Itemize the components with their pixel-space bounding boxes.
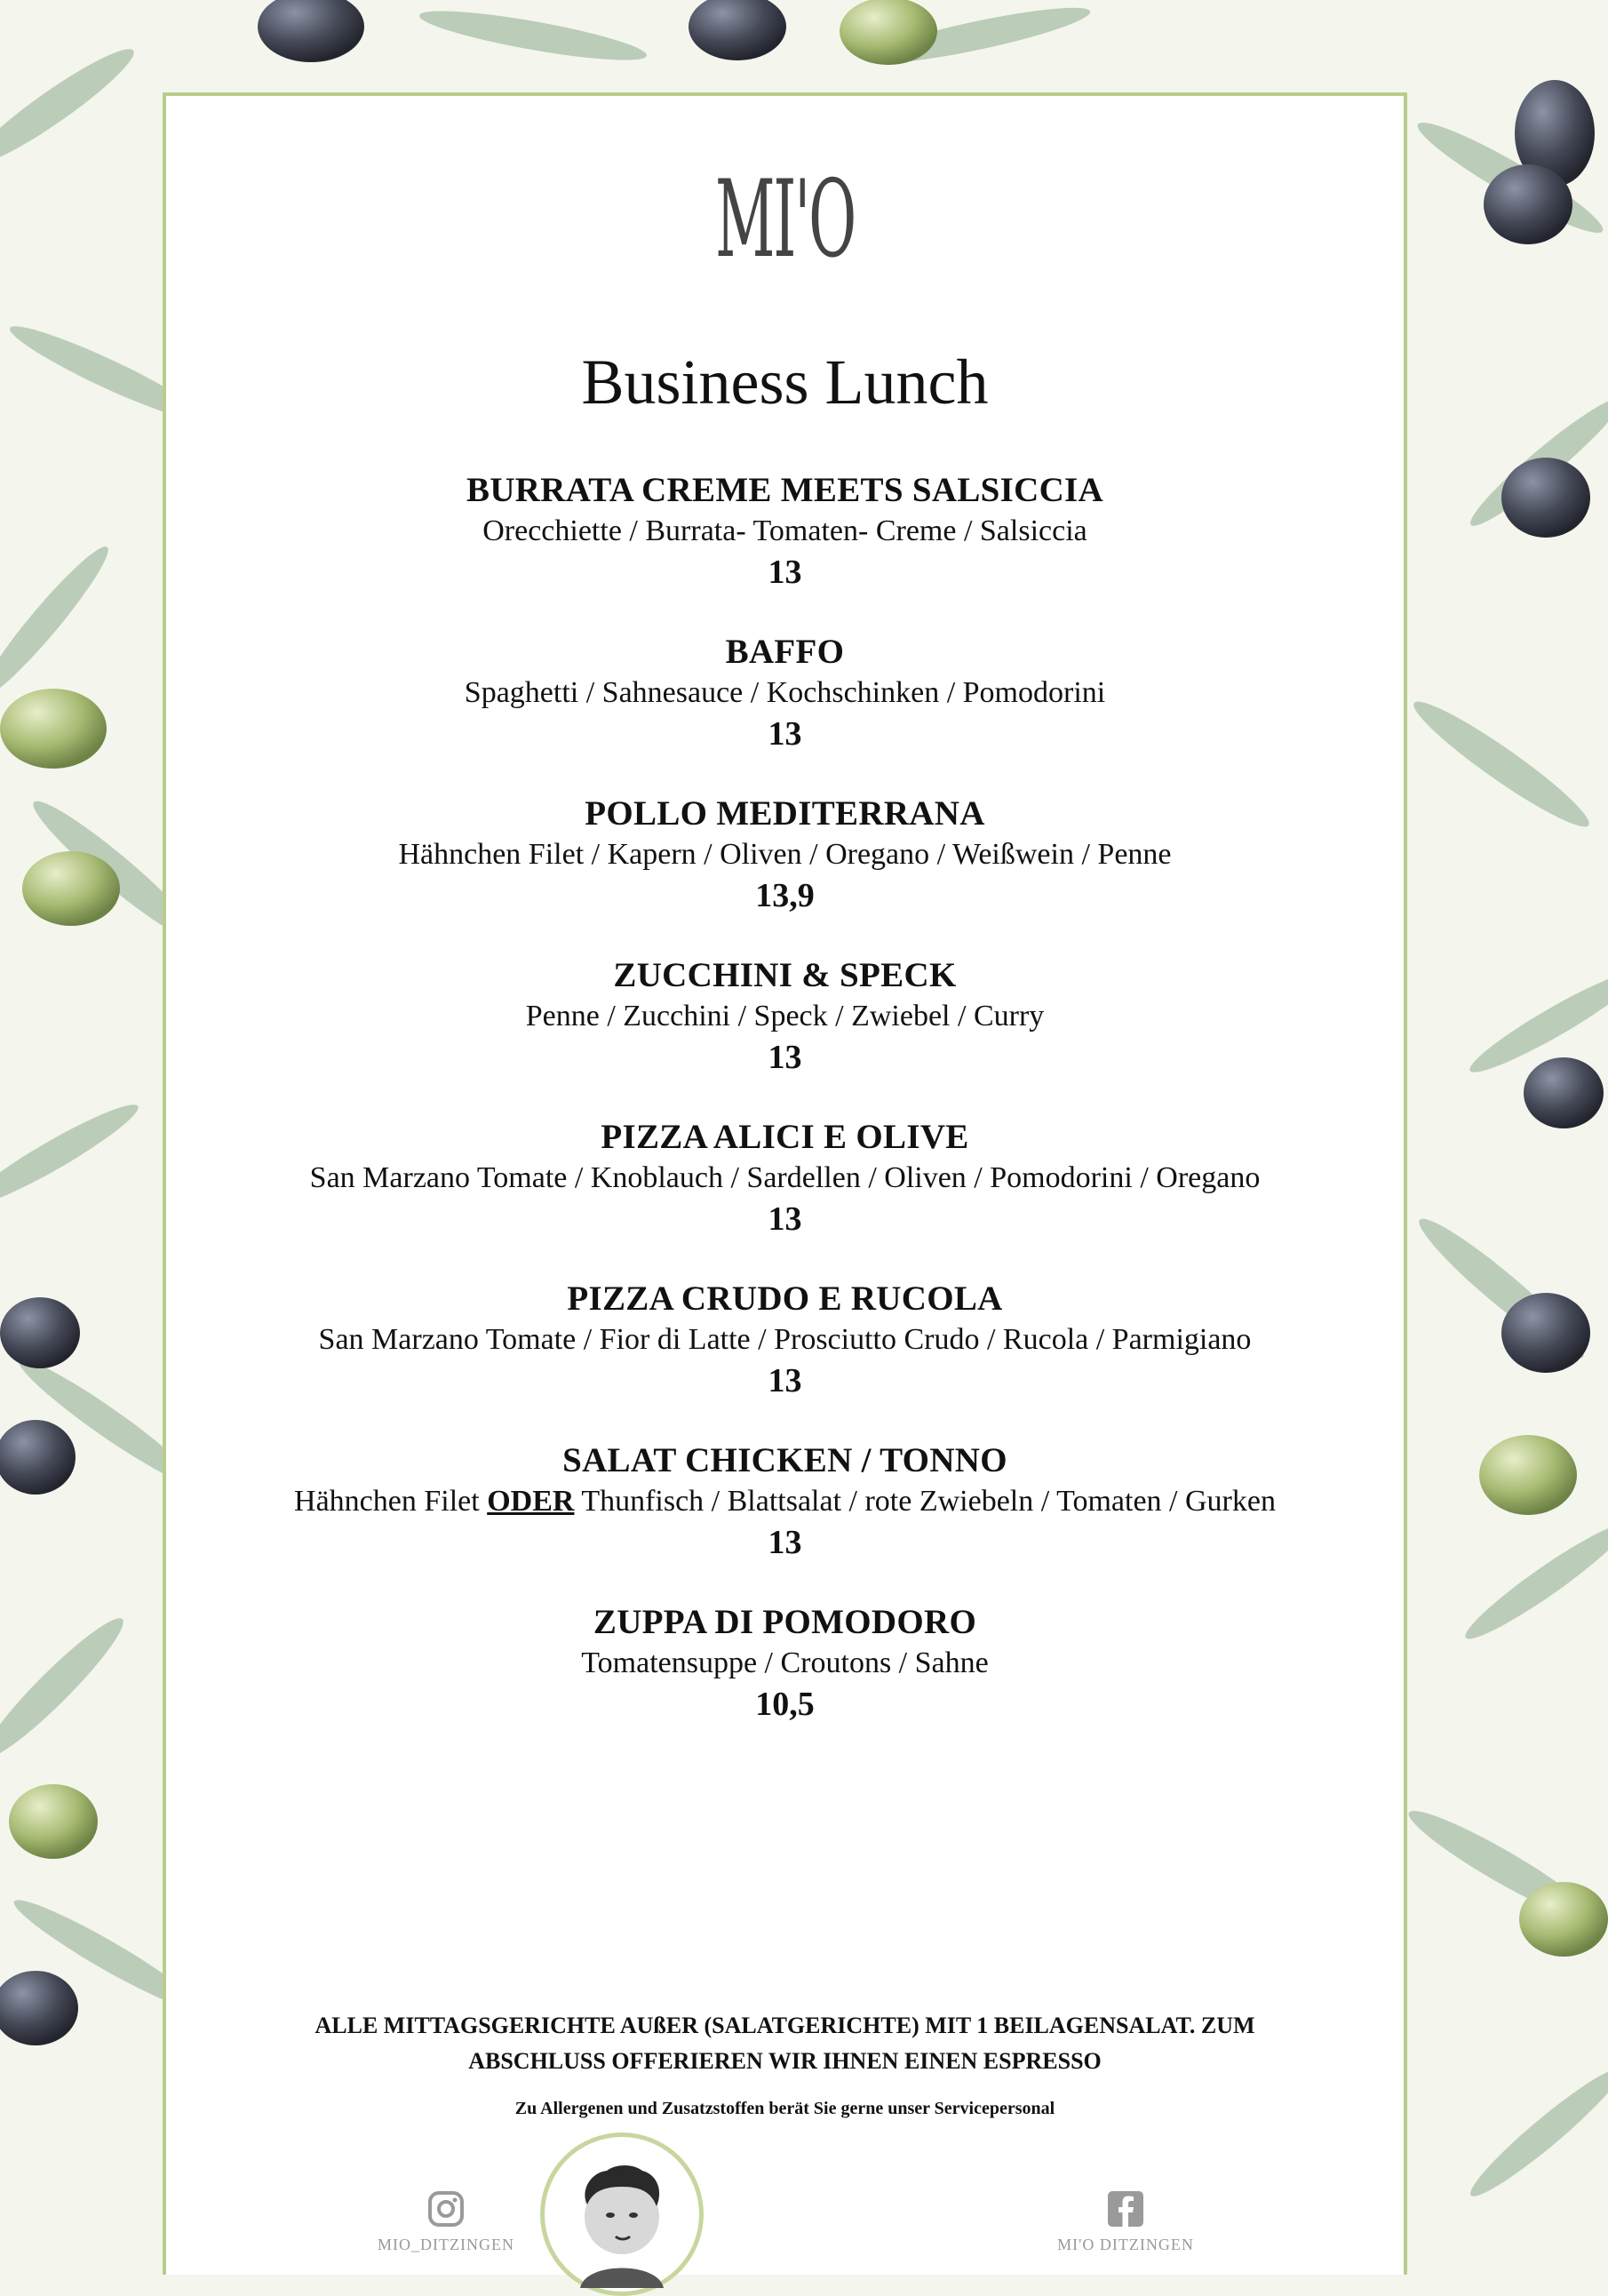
- facebook-icon: [1106, 2189, 1145, 2228]
- dish-price: 13: [768, 1524, 802, 1561]
- dish-price: 10,5: [755, 1686, 815, 1723]
- dish-description: Hähnchen Filet / Kapern / Oliven / Oregano / Weißwein / Penne: [398, 838, 1172, 871]
- menu-item: [166, 954, 1404, 1116]
- dish-price: 13: [768, 1200, 802, 1238]
- portrait-icon: [545, 2137, 699, 2292]
- instagram-label: MIO_DITZINGEN: [378, 2236, 514, 2253]
- instagram-handle[interactable]: [330, 2189, 561, 2254]
- menu-list: [166, 469, 1404, 1763]
- dish-name: SALAT CHICKEN / TONNO: [562, 1441, 1007, 1479]
- dish-name: BAFFO: [725, 633, 845, 671]
- dish-price: 13: [768, 715, 802, 753]
- lunch-note-line: ABSCHLUSS OFFERIEREN WIR IHNEN EINEN ESPRESSO: [468, 2048, 1102, 2074]
- dish-description-part: Thunfisch / Blattsalat / rote Zwiebeln / Tomaten / Gurken: [574, 1485, 1276, 1518]
- instagram-icon: [426, 2189, 466, 2228]
- dish-description: [166, 1482, 1404, 1521]
- lunch-note-line: ALLE MITTAGSGERICHTE AUßER (SALATGERICHTE) MIT 1 BEILAGENSALAT. ZUM: [314, 2013, 1255, 2038]
- menu-item: [166, 793, 1404, 954]
- dish-price: 13,9: [755, 877, 815, 914]
- dish-name: PIZZA CRUDO E RUCOLA: [567, 1280, 1003, 1318]
- menu-item: [166, 1278, 1404, 1439]
- menu-item: [166, 631, 1404, 793]
- dish-name: BURRATA CREME MEETS SALSICCIA: [466, 471, 1103, 509]
- dish-price: 13: [768, 1039, 802, 1076]
- restaurant-logo: MI'O: [714, 158, 856, 282]
- dish-description: San Marzano Tomate / Fior di Latte / Prosciutto Crudo / Rucola / Parmigiano: [318, 1323, 1252, 1356]
- allergen-note: Zu Allergenen und Zusatzstoffen berät Sie gerne unser Servicepersonal: [514, 2099, 1055, 2118]
- dish-price: 13: [768, 1362, 802, 1399]
- dish-description: Spaghetti / Sahnesauce / Kochschinken / Pomodorini: [464, 676, 1106, 709]
- facebook-handle[interactable]: [1010, 2189, 1241, 2254]
- dish-name: ZUCCHINI & SPECK: [613, 956, 957, 994]
- menu-item: [166, 1439, 1404, 1601]
- menu-item: [166, 1601, 1404, 1763]
- dish-description: Tomatensuppe / Croutons / Sahne: [581, 1646, 989, 1679]
- dish-description: Penne / Zucchini / Speck / Zwiebel / Curry: [525, 1000, 1045, 1032]
- menu-item: [166, 1116, 1404, 1278]
- menu-item: [166, 469, 1404, 631]
- dish-description-part: Hähnchen Filet: [294, 1485, 488, 1518]
- dish-name: PIZZA ALICI E OLIVE: [601, 1118, 969, 1156]
- page-title: Business Lunch: [581, 347, 989, 418]
- dish-name: ZUPPA DI POMODORO: [593, 1603, 977, 1641]
- facebook-label: MI'O DITZINGEN: [1057, 2236, 1194, 2253]
- lunch-note: [166, 2008, 1404, 2079]
- portrait-medallion: [540, 2133, 704, 2296]
- dish-description: Orecchiette / Burrata- Tomaten- Creme / Salsiccia: [482, 514, 1087, 547]
- menu-card: [163, 92, 1407, 2275]
- dish-price: 13: [768, 554, 802, 591]
- dish-description-emphasis: ODER: [487, 1485, 575, 1518]
- dish-description: San Marzano Tomate / Knoblauch / Sardellen / Oliven / Pomodorini / Oregano: [309, 1161, 1261, 1194]
- dish-name: POLLO MEDITERRANA: [585, 794, 985, 833]
